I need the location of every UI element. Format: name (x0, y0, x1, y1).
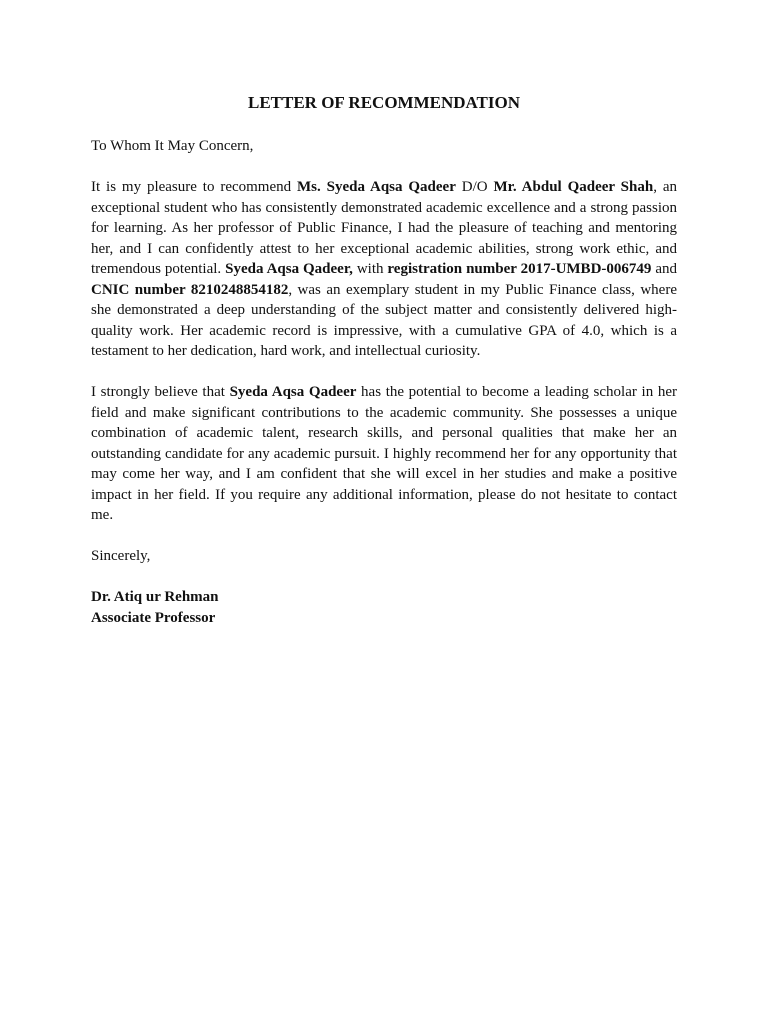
text-segment: , an exceptional student who has consistently demonstrated academic excellence and a strong passion for learning. As her professor of Public Finance, I had the pleasure of teaching and mentoring her, and I can confidently attest to her exceptional academic abilities, strong work ethic, and tremendous potential. (91, 179, 677, 277)
closing: Sincerely, (91, 548, 151, 564)
letter-page (91, 90, 677, 628)
registration-number: registration number 2017-UMBD-006749 (387, 261, 652, 277)
student-name-repeat: Syeda Aqsa Qadeer, (225, 261, 353, 277)
text-segment: I strongly believe that (91, 384, 230, 400)
text-segment: D/O (455, 179, 494, 195)
parent-name: Mr. Abdul Qadeer Shah (493, 179, 654, 195)
salutation: To Whom It May Concern, (91, 138, 254, 154)
signatory-position: Associate Professor (91, 609, 216, 626)
paragraph-recommendation (91, 382, 677, 526)
text-segment: , was an exemplary student in my Public Finance class, where she demonstrated a deep understanding of the subject matter and consistently delivered high-quality work. Her academic record is impressive, with a cumulative GPA of 4.0, which is a testament to her dedication, hard work, and intellectual curiosity. (91, 281, 677, 359)
text-segment: It is my pleasure to recommend (91, 179, 297, 195)
signatory-name: Dr. Atiq ur Rehman (91, 589, 219, 605)
text-segment: has the potential to become a leading scholar in her field and make significant contributions to the academic community. She possesses a unique combination of academic talent, research skills, and personal qualities that make her an outstanding candidate for any academic pursuit. I highly recommend her for any opportunity that may come her way, and I am confident that she will excel in her studies and make a positive impact in her field. If you require any additional information, please do not hesitate to contact me. (91, 384, 677, 523)
letter-title: LETTER OF RECOMMENDATION (247, 93, 521, 112)
student-name: Syeda Aqsa Qadeer (229, 384, 357, 400)
text-segment: with (352, 261, 388, 277)
cnic-number: CNIC number 8210248854182 (91, 281, 289, 298)
student-name: Ms. Syeda Aqsa Qadeer (297, 179, 456, 195)
paragraph-introduction (91, 177, 677, 362)
text-segment: and (651, 261, 678, 277)
